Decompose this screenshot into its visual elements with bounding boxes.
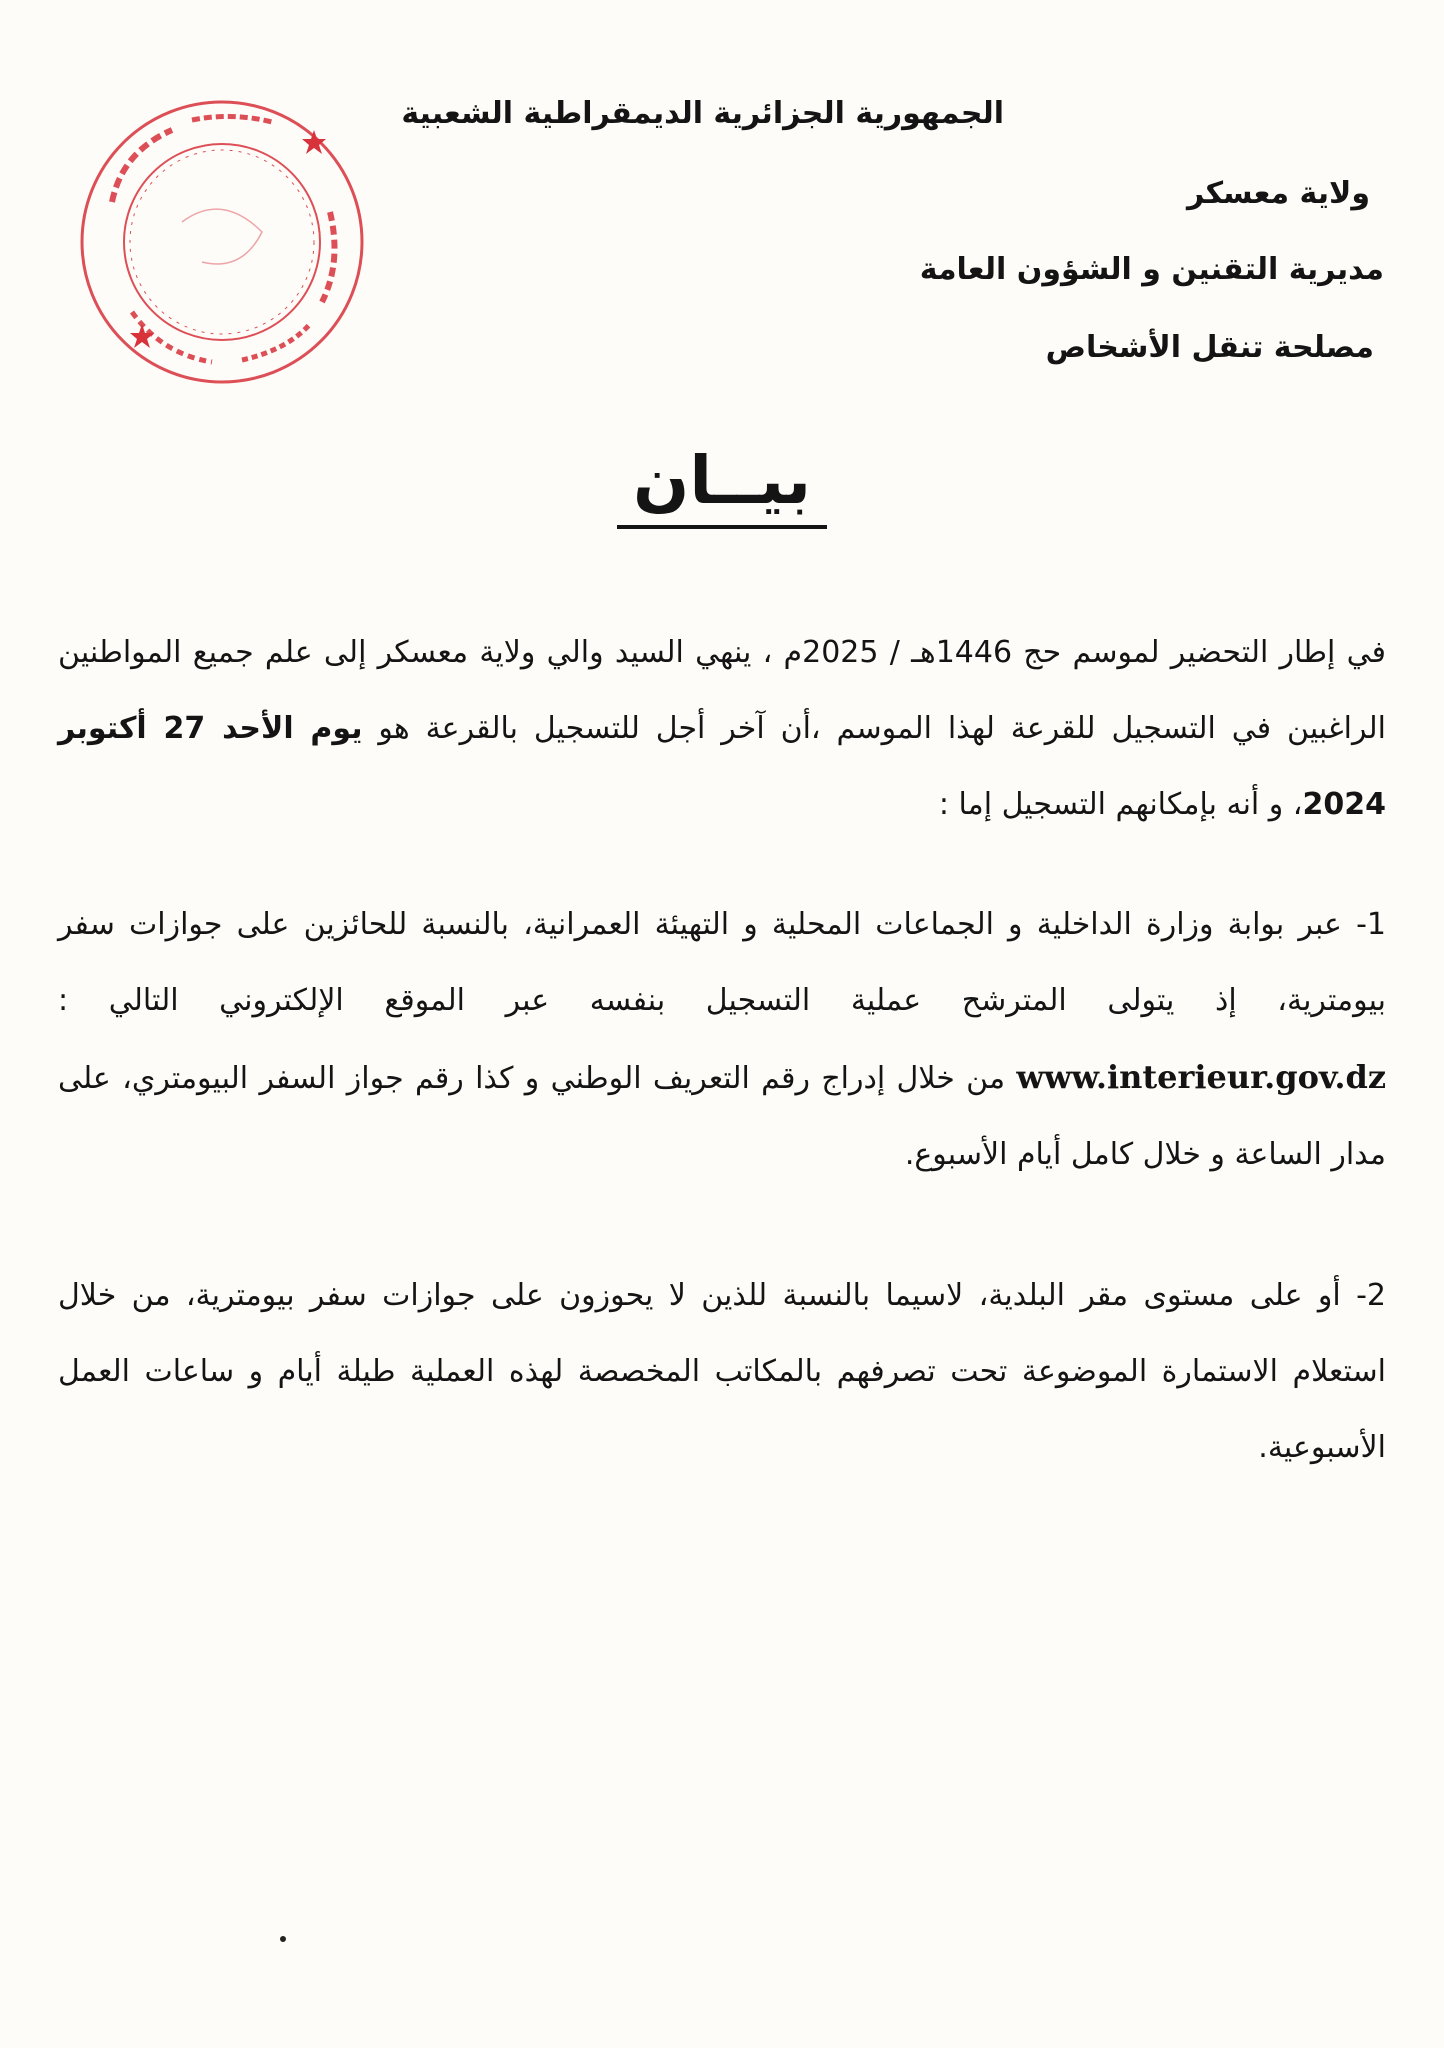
service-heading: مصلحة تنقل الأشخاص	[1045, 330, 1374, 365]
option-1-paragraph	[58, 887, 1386, 1193]
title-container	[0, 440, 1444, 529]
intro-text-1: في إطار التحضير لموسم حج 1446هـ / 2025م ، ينهي السيد والي ولاية معسكر إلى علم جميع المواطنين الراغبين في التسجيل للقرعة لهذا الموسم ،أن آخر أجل للتسجيل بالقرعة هو	[58, 635, 1386, 746]
option-1-text-2: من خلال إدراج رقم التعريف الوطني و كذا رقم جواز السفر البيومتري، على مدار الساعة و خلال كامل أيام الأسبوع.	[58, 1061, 1386, 1172]
option-1-text-1: 1- عبر بوابة وزارة الداخلية و الجماعات المحلية و التهيئة العمرانية، بالنسبة للحائزين على جوازات سفر بيومترية، إذ يتولى المترشح عملية التسجيل بنفسه عبر الموقع الإلكتروني التالي :	[58, 907, 1386, 1018]
website-link[interactable]: www.interieur.gov.dz	[1016, 1058, 1386, 1096]
republic-heading: الجمهورية الجزائرية الديمقراطية الشعبية	[401, 96, 1004, 131]
intro-text-2: ، و أنه بإمكانهم التسجيل إما :	[938, 787, 1303, 822]
wilaya-heading: ولاية معسكر	[1186, 176, 1370, 211]
intro-paragraph	[58, 615, 1386, 843]
document-title: بيــان	[617, 440, 827, 529]
deadline-text: يوم الأحد 27 أكتوبر 2024	[58, 711, 1386, 822]
option-2-paragraph: 2- أو على مستوى مقر البلدية، لاسيما بالنسبة للذين لا يحوزون على جوازات سفر بيومترية، من خلال استعلام الاستمارة الموضوعة تحت تصرفهم بالمكاتب المخصصة لهذه العملية طيلة أيام و ساعات العمل الأسبوعية.	[58, 1278, 1386, 1465]
official-stamp-icon	[72, 92, 372, 392]
page-dot	[280, 1936, 286, 1942]
direction-heading: مديرية التقنين و الشؤون العامة	[919, 252, 1384, 287]
